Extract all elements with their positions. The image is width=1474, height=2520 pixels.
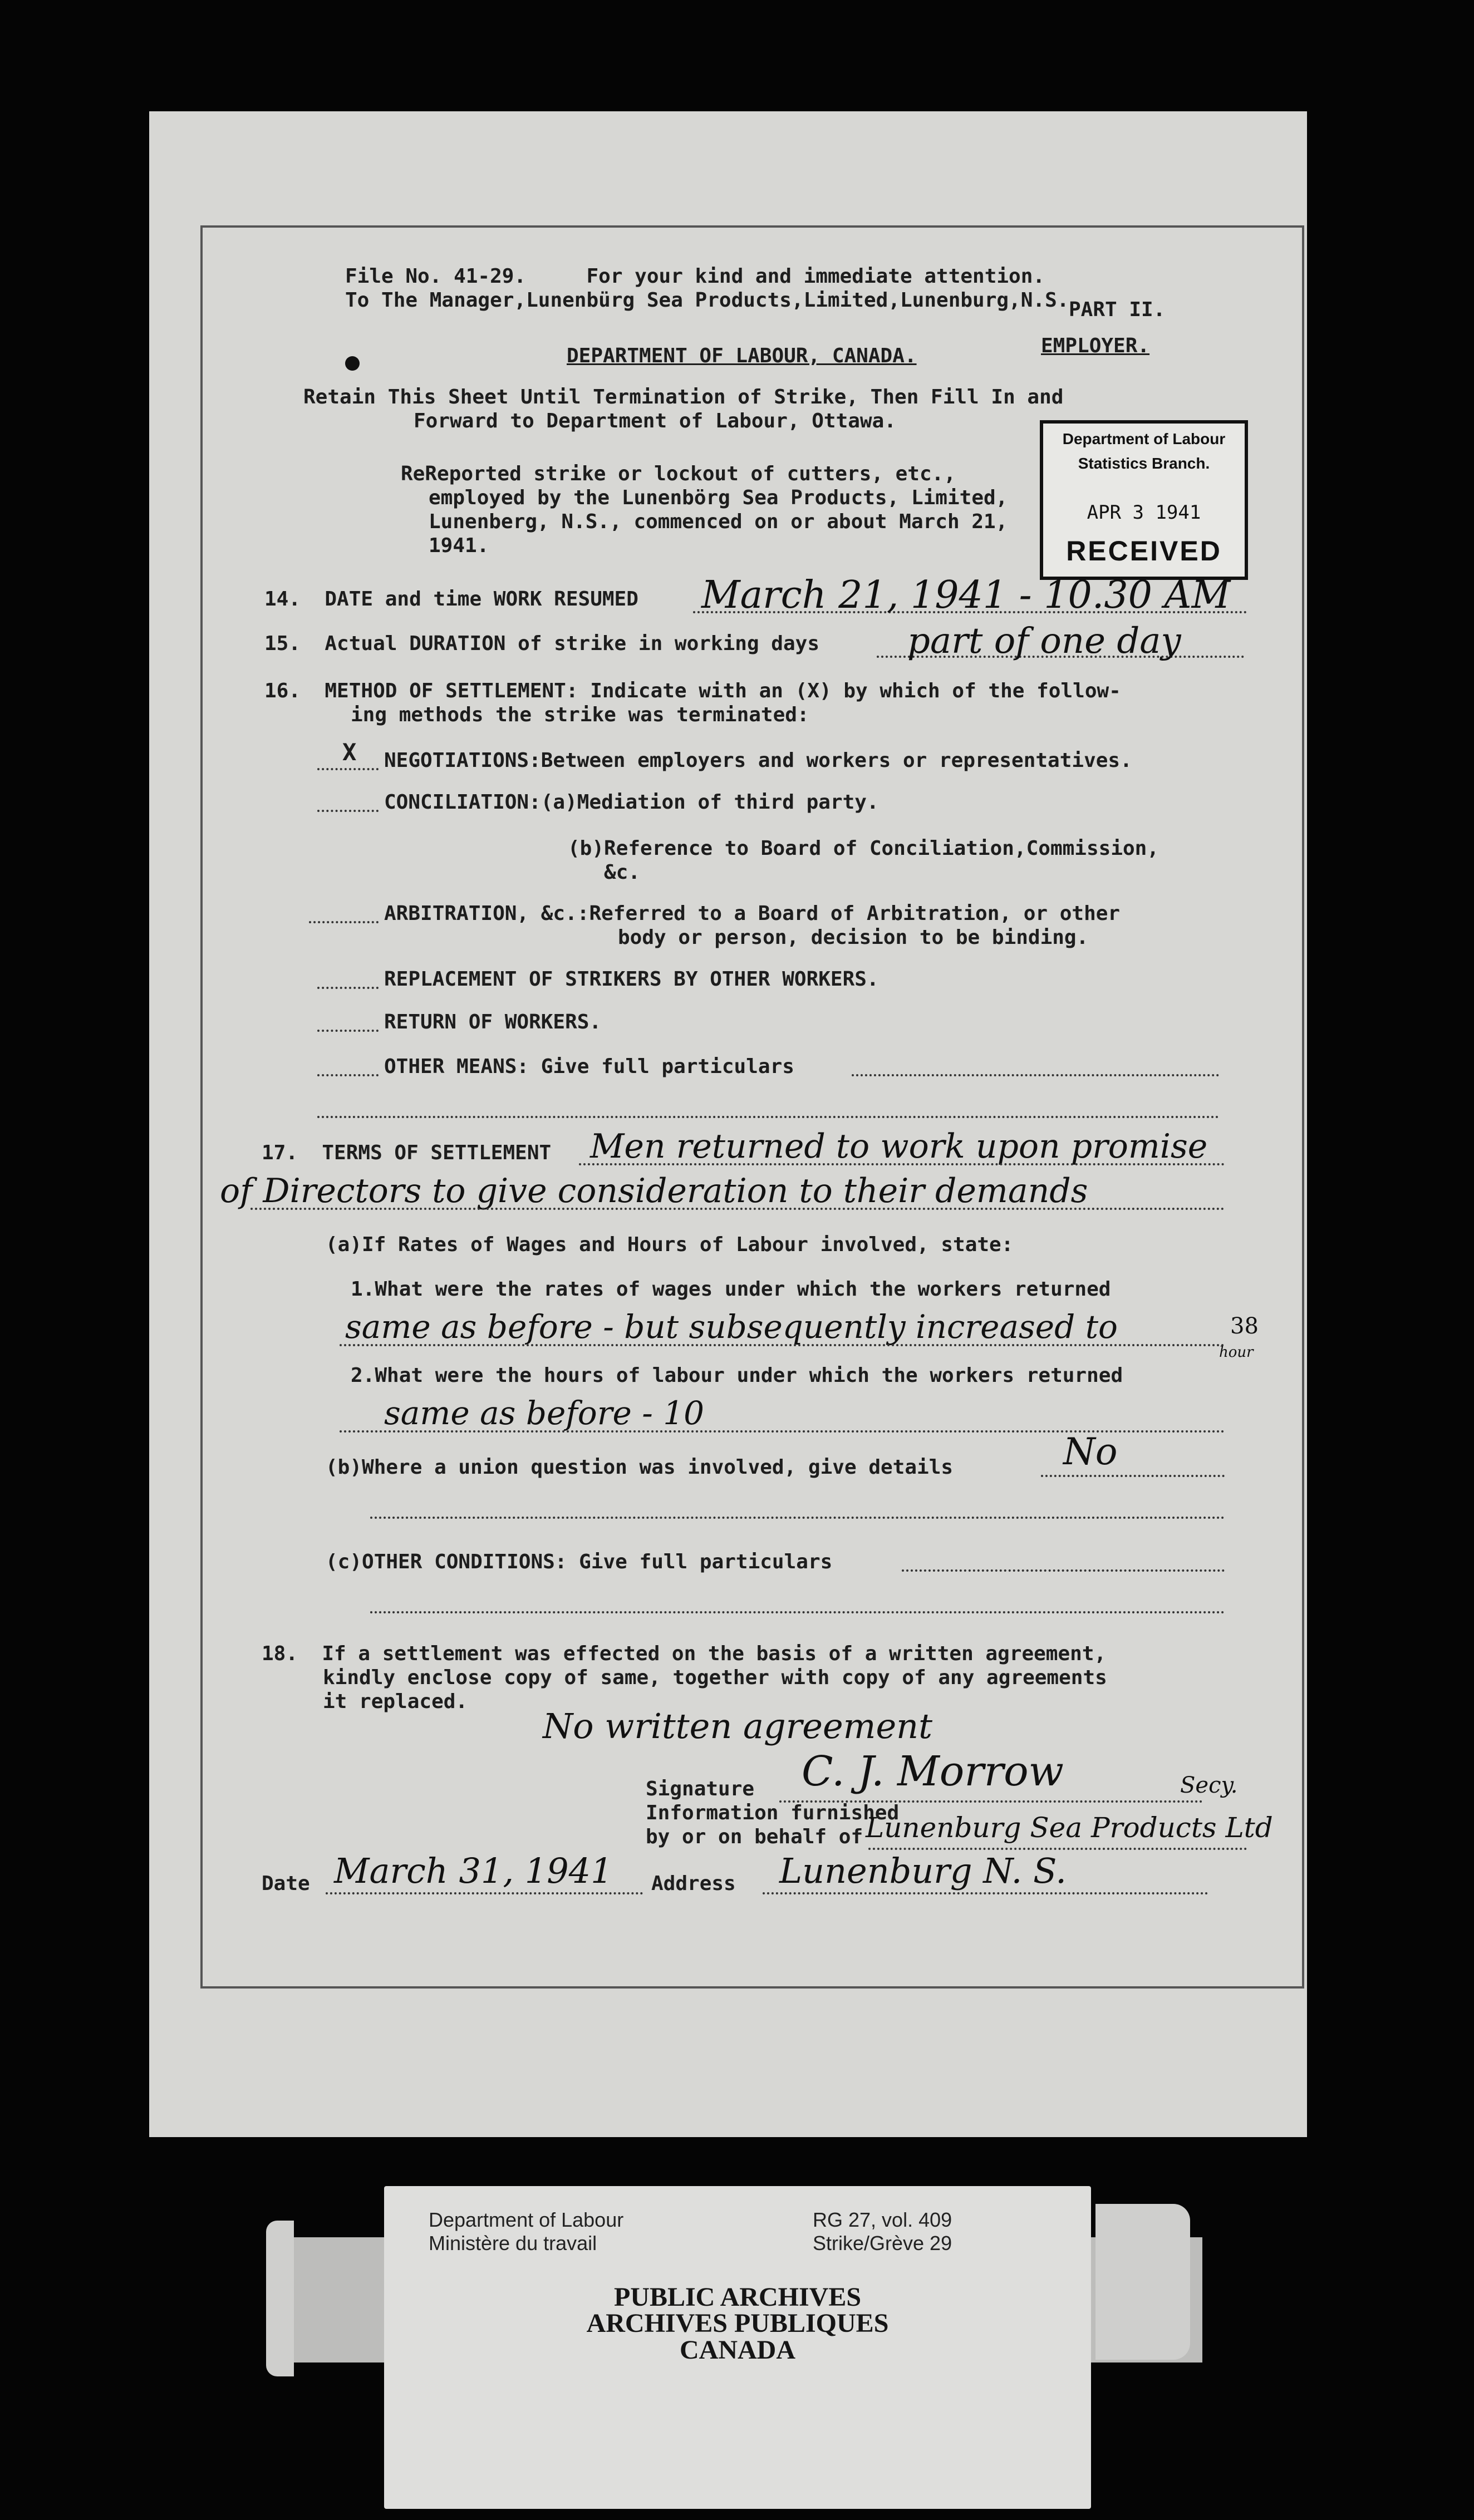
canada-title: CANADA [680,2335,795,2365]
replacement-option: REPLACEMENT OF STRIKERS BY OTHER WORKERS. [384,968,879,991]
conciliation-option: CONCILIATION:(a)Mediation of third party. [384,791,879,814]
other-means-line-1 [852,1074,1219,1076]
conciliation-b-line-2: &c. [604,861,641,884]
q17a2-label: 2.What were the hours of labour under which the workers returned [351,1364,1123,1387]
other-means-line-2 [317,1116,1219,1118]
archive-department-fr: Ministère du travail [429,2232,597,2255]
q18-label-3: it replaced. [323,1690,468,1713]
q17c-line-2 [370,1611,1225,1613]
information-value: Lunenburg Sea Products Ltd [866,1812,1273,1844]
date-label: Date [262,1872,310,1895]
information-label-1: Information furnished [646,1802,900,1824]
q17a1-line [340,1344,1225,1346]
q17a-label: (a)If Rates of Wages and Hours of Labour involved, state: [326,1233,1014,1256]
negotiations-mark: X [342,739,357,766]
stamp-date: APR 3 1941 [1087,501,1201,524]
q17c-line-1 [902,1569,1225,1572]
q18-label-1: 18. If a settlement was effected on the basis of a written agreement, [262,1642,1107,1665]
information-line [868,1848,1247,1850]
archive-label [384,2186,1091,2509]
negotiations-option: NEGOTIATIONS:Between employers and workers or representatives. [384,749,1132,772]
part-label: PART II. [1069,298,1166,321]
q14-answer: March 21, 1941 - 10.30 AM [701,573,1231,617]
archive-rg-volume: RG 27, vol. 409 [813,2208,952,2231]
q17-line-2 [250,1208,1225,1210]
re-line-4: 1941. [429,534,489,557]
q15-answer: part of one day [907,621,1181,662]
q17a1-label: 1.What were the rates of wages under which the workers returned [351,1278,1111,1301]
archive-tab-right [1095,2204,1190,2360]
archives-publiques-title: ARCHIVES PUBLIQUES [586,2309,889,2338]
q17-line-1 [579,1163,1225,1165]
replacement-blank [317,987,379,989]
address-label: Address [651,1872,736,1895]
archive-department-en: Department of Labour [429,2208,624,2231]
department-title: DEPARTMENT OF LABOUR, CANADA. [567,344,917,367]
employer-label: EMPLOYER. [1041,334,1150,357]
q17a1-note: 38 [1230,1313,1259,1339]
public-archives-title: PUBLIC ARCHIVES [613,2282,862,2312]
stamp-branch: Statistics Branch. [1078,455,1210,472]
re-line-3: Lunenberg, N.S., commenced on or about March 21, [429,510,1008,533]
q14-label: 14. DATE and time WORK RESUMED [264,588,638,611]
return-blank [317,1030,379,1032]
signature-title: Secy. [1180,1773,1238,1798]
q17b-line-2 [370,1517,1225,1519]
q15-label: 15. Actual DURATION of strike in working days [264,632,819,655]
q17-answer-line-2: of Directors to give consideration to their demands [220,1172,1088,1210]
retain-instruction: Retain This Sheet Until Termination of Strike, Then Fill In and [303,386,1064,408]
q17-label: 17. TERMS OF SETTLEMENT [262,1141,552,1164]
other-means-blank [317,1074,379,1076]
q16-label-2: ing methods the strike was terminated: [351,703,809,726]
file-number-line: File No. 41-29. For your kind and immediate attention. [345,265,1045,288]
q17a1-answer: same as before - but subsequently increased to [345,1308,1118,1346]
q17b-answer: No [1063,1430,1118,1473]
arbitration-line-2: body or person, decision to be binding. [618,926,1089,949]
q16-label-1: 16. METHOD OF SETTLEMENT: Indicate with an (X) by which of the follow- [264,680,1121,702]
signature-value: C. J. Morrow [802,1748,1064,1795]
q17b-line-1 [1041,1475,1225,1477]
date-line [326,1892,643,1894]
q17-answer-line-1: Men returned to work upon promise [590,1127,1208,1166]
archive-strike-number: Strike/Grève 29 [813,2232,952,2255]
re-line-1: ReReported strike or lockout of cutters, etc., [401,462,956,485]
date-value: March 31, 1941 [334,1850,613,1891]
re-line-2: employed by the Lunenbörg Sea Products, Limited, [429,486,1008,509]
negotiations-blank [317,768,379,770]
return-option: RETURN OF WORKERS. [384,1011,602,1033]
q18-label-2: kindly enclose copy of same, together with copy of any agreements [323,1666,1107,1689]
stamp-received: RECEIVED [1066,535,1222,567]
received-stamp [1040,420,1248,580]
address-line [763,1892,1208,1894]
addressee-line: To The Manager,Lunenbürg Sea Products,Limited,Lunenburg,N.S. [345,289,1069,312]
other-means-option: OTHER MEANS: Give full particulars [384,1055,794,1078]
conciliation-b-line-1: (b)Reference to Board of Conciliation,Commission, [568,837,1159,860]
signature-label: Signature [646,1778,755,1800]
q17a2-answer: same as before - 10 [384,1394,705,1432]
address-value: Lunenburg N. S. [779,1850,1067,1891]
q17a1-note-unit: hour [1219,1344,1254,1361]
q17c-label: (c)OTHER CONDITIONS: Give full particulars [326,1551,833,1573]
q18-answer: No written agreement [543,1706,932,1746]
q17b-label: (b)Where a union question was involved, give details [326,1456,954,1479]
forward-instruction: Forward to Department of Labour, Ottawa. [414,410,896,432]
information-label-2: by or on behalf of [646,1825,863,1848]
arbitration-line-1: ARBITRATION, &c.:Referred to a Board of Arbitration, or other [384,902,1121,925]
stamp-department: Department of Labour [1062,430,1226,447]
conciliation-blank [317,810,379,812]
arbitration-blank [309,921,379,923]
archive-tab-left [266,2221,294,2376]
punch-hole [345,356,360,371]
